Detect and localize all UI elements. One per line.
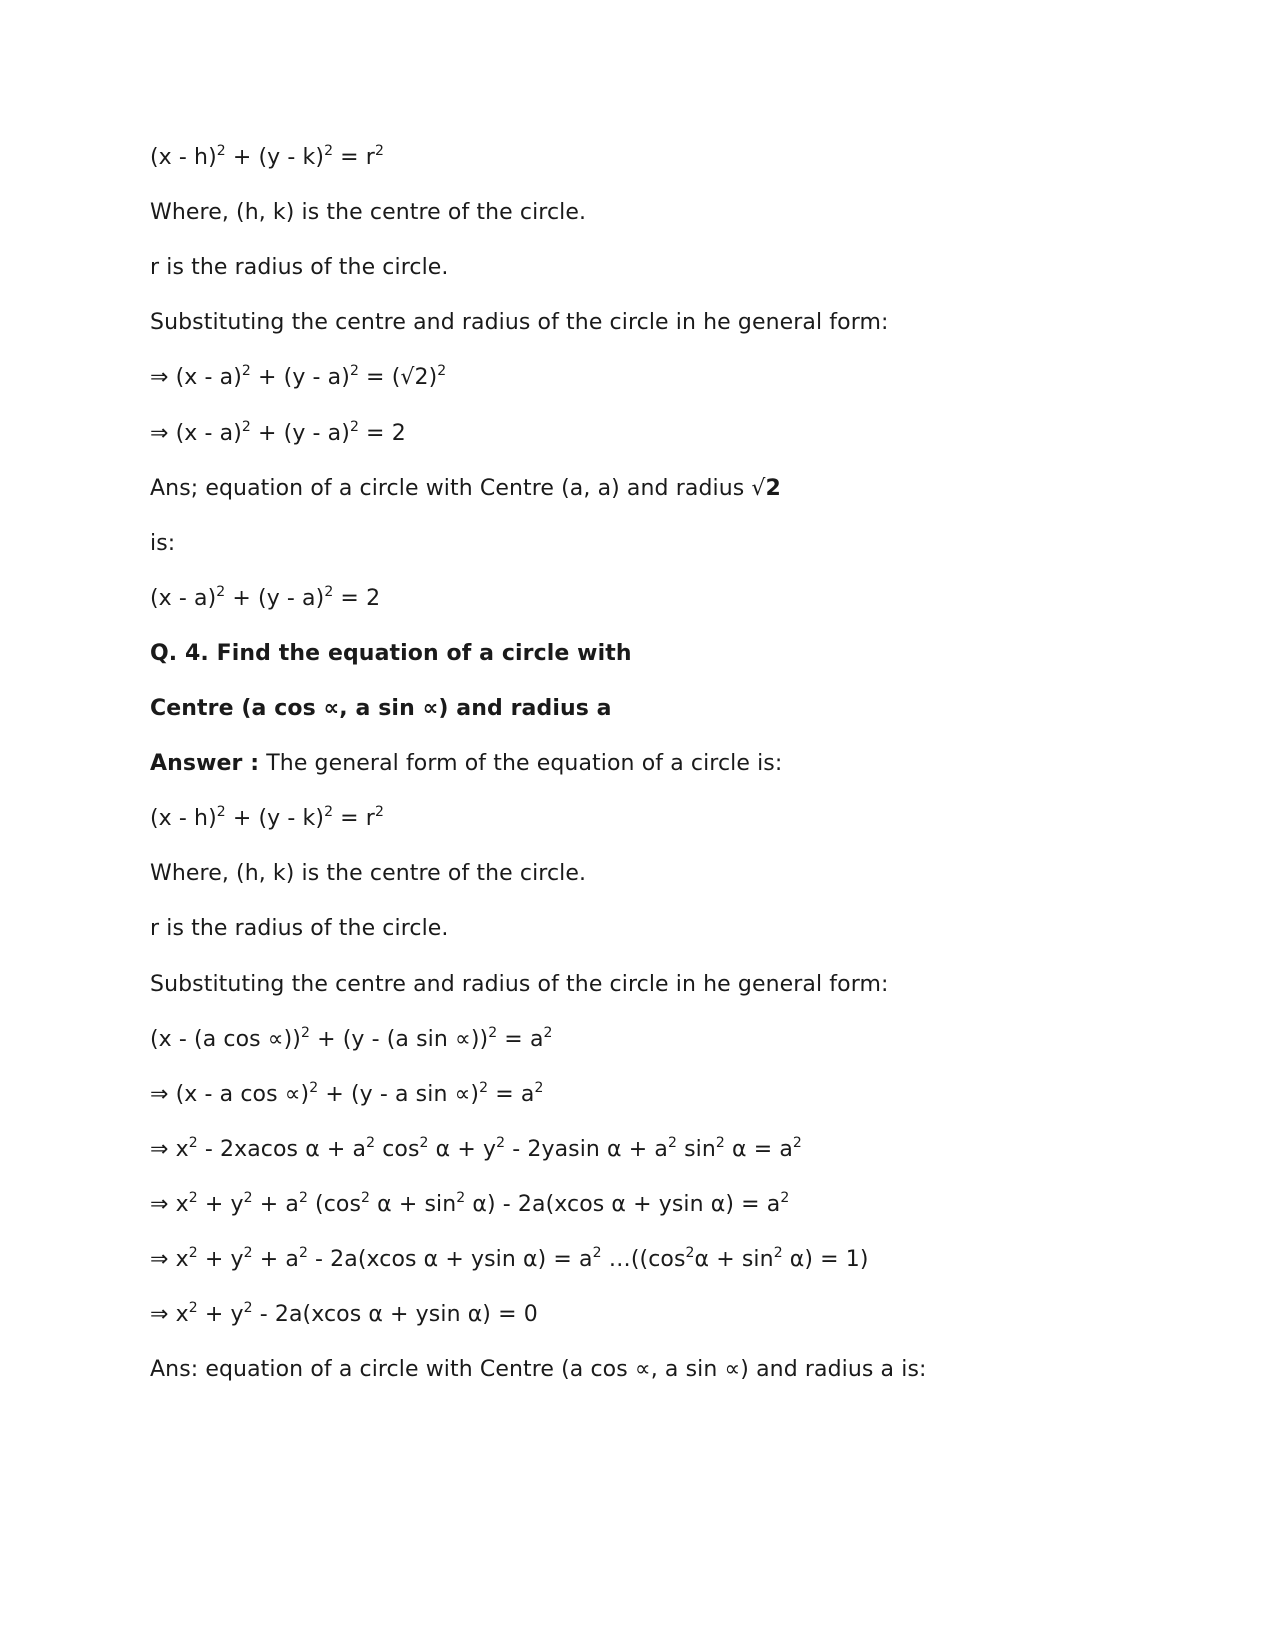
text-line: (x - (a cos ∝))$^2$ + (y - (a $\sin \propto))^2 = a^2$ (150, 1025, 553, 1052)
text-line: Ans; equation of a circle with Centre (a, a) and radius √2 (150, 476, 781, 501)
text-line: $(x - h)^2 + (y - k)^2 = r^2$ (150, 804, 384, 831)
text-line: r is the radius of the circle. (150, 916, 449, 941)
text-line: Q. 4. Find the equation of a circle with (150, 641, 632, 666)
text-line: ⇒ $(x - a)^2 + (y - a)^2 = (√2)^2$ (150, 363, 447, 390)
text-line: ⇒ $x^2 - 2xacos$ $\alpha + a^2$ $\cos^2 \alpha + y^2 - 2yasin$ $\alpha + a^2$ $\sin^2 \alpha = a^2$ (150, 1135, 802, 1162)
text-line: Where, (h, k) is the centre of the circle. (150, 861, 587, 886)
text-line: Ans: equation of a circle with Centre (a cos ∝, a sin ∝) and radius a is: (150, 1357, 927, 1382)
text-line: ⇒ $x^2 + y^2 + a^2 - 2a(xcos$ α + ysin $\alpha) = a^2$ $\dots((\cos^2\alpha + \sin^2 \alpha) = 1)$ (150, 1245, 869, 1272)
text-line: is: (150, 531, 176, 556)
text-line: r is the radius of the circle. (150, 255, 449, 280)
text-line: Answer : The general form of the equation of a circle is: (150, 751, 783, 776)
text-line: ⇒ (x - a cos ∝)$^2$ + (y - a $\sin \propto)^2 = a^2$ (150, 1080, 544, 1107)
text-line: $(x - h)^2 + (y - k)^2 = r^2$ (150, 143, 384, 170)
text-line: ⇒ $x^2 + y^2 + a^2$ ($\cos^2$ $\alpha + \sin^2 \alpha) - 2a(xcos$ α + ysin $\alpha) = a^2$ (150, 1190, 790, 1217)
text-line: Where, (h, k) is the centre of the circle. (150, 200, 587, 225)
text-line: ⇒ (x - a)$^2$ + (y - a)$^2$ = 2 (150, 419, 406, 446)
text-line: (x - a)$^2$ + (y - a)$^2$ = 2 (150, 584, 381, 611)
text-line: ⇒ $x^2 + y^2 - 2a(xcos$ α + ysin α) = 0 (150, 1300, 538, 1327)
text-line: Centre (a cos ∝, a sin ∝) and radius a (150, 696, 612, 721)
text-line: Substituting the centre and radius of the circle in he general form: (150, 972, 889, 997)
text-line: Substituting the centre and radius of the circle in he general form: (150, 310, 889, 335)
